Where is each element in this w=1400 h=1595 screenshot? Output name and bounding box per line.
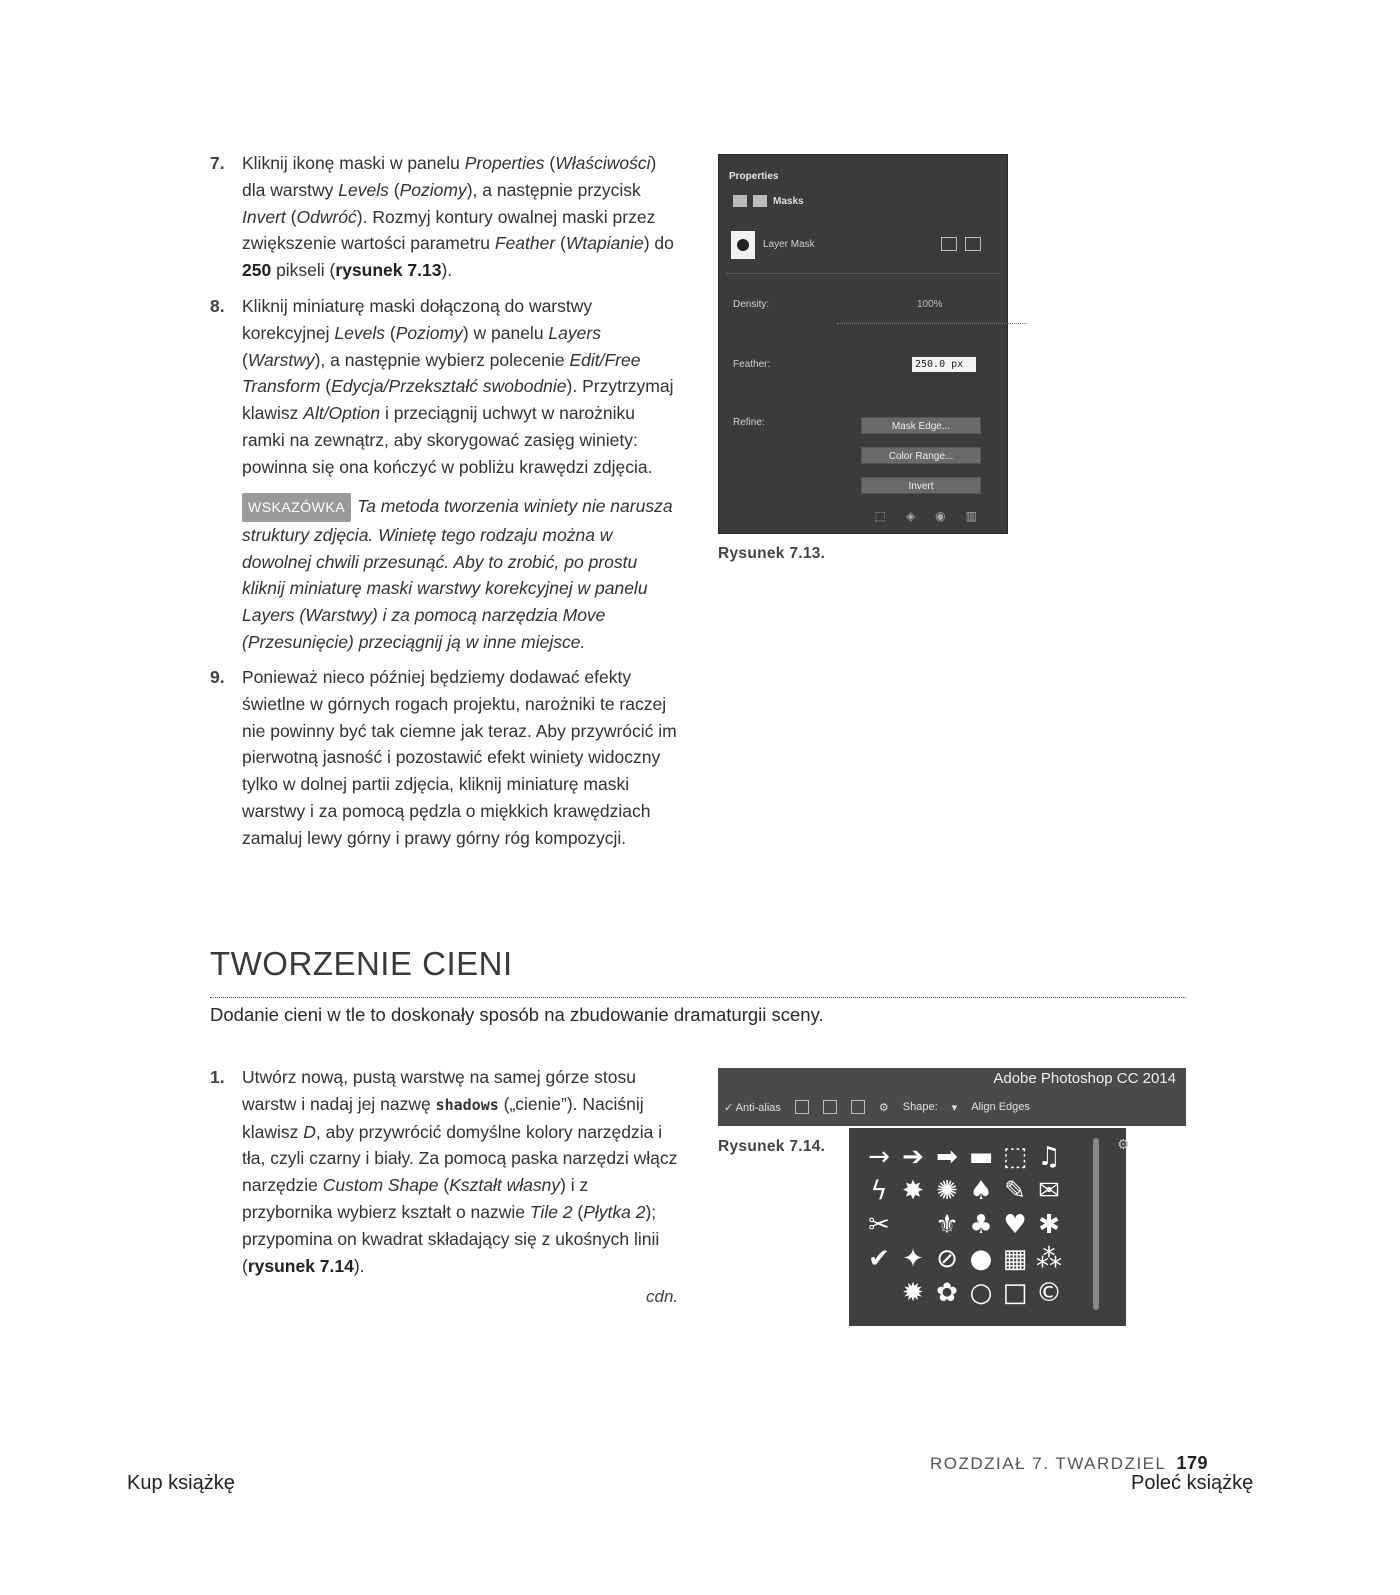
text-run: pikseli ( [271, 260, 336, 281]
text-run: Properties [464, 153, 545, 173]
text-run: Odwróć [296, 206, 357, 227]
pixel-mask-icon[interactable] [941, 237, 957, 251]
shape-swatch[interactable]: ○ [969, 1278, 993, 1308]
visibility-icon[interactable]: ◉ [935, 509, 946, 523]
mask-icon [753, 195, 767, 207]
step-text [242, 150, 680, 284]
text-run: Utwórz nową, pustą warstwę na samej górze stosu warstw i nadaj jej nazwę [242, 1067, 636, 1114]
mask-edge-button[interactable]: Mask Edge... [861, 417, 981, 434]
shape-swatch[interactable]: ✸ [902, 1176, 924, 1206]
feather-input[interactable]: 250.0 px [912, 357, 976, 372]
picker-gear-icon[interactable]: ⚙ [1117, 1136, 1130, 1152]
shape-swatch[interactable]: ⊘ [936, 1244, 958, 1274]
shape-swatch[interactable]: ✔ [868, 1244, 890, 1274]
layer-mask-label: Layer Mask [763, 239, 815, 250]
text-run: ( [572, 1201, 584, 1222]
text-run: Kliknij ikonę maski w panelu [242, 153, 465, 173]
step-8 [210, 293, 680, 481]
text-run: ( [555, 233, 566, 254]
apply-mask-icon[interactable]: ◈ [905, 509, 916, 523]
selection-icon[interactable]: ⬚ [874, 509, 886, 523]
shape-swatch[interactable]: © [1036, 1278, 1062, 1308]
text-run: ( [385, 322, 396, 343]
panel-title: Properties [729, 171, 779, 182]
text-run: Ponieważ nieco później będziemy dodawać efekty świetlne w górnych rogach projektu, narożniki te raczej nie powinny być tak ciemne jak teraz. Aby przywrócić im pierwotną jasność i pozostawić efekt winiety widoczny tylko w dolnej partii zdjęcia, kliknij miniaturę maski warstwy i za pomocą pędzla o miękkich krawędziach zamaluj lewy górny i prawy górny róg kompozycji. [242, 667, 677, 848]
text-run: Alt/Option [303, 403, 381, 424]
text-run: Levels [338, 179, 389, 200]
text-run: Layers [548, 322, 601, 343]
buy-book-link[interactable]: Kup książkę [127, 1472, 235, 1494]
invert-button[interactable]: Invert [861, 477, 981, 494]
step-number: 1. [210, 1067, 225, 1087]
properties-panel-figure [718, 154, 1008, 534]
shape-swatch[interactable]: ⬚ [1002, 1142, 1028, 1172]
step-text [242, 1064, 680, 1279]
shape-swatch[interactable]: ♫ [1037, 1142, 1061, 1172]
step-7 [210, 150, 680, 284]
text-run: Feather [494, 233, 556, 254]
anti-alias-label: Anti-alias [735, 1101, 781, 1114]
text-run: 250 [242, 260, 272, 281]
anti-alias-checkbox[interactable]: ✓ Anti-alias [724, 1101, 781, 1114]
text-run: D [303, 1121, 316, 1142]
gear-icon[interactable]: ⚙ [878, 1101, 889, 1114]
running-footer [930, 1453, 1208, 1474]
shape-swatch[interactable]: ✂ [868, 1210, 890, 1240]
scrollbar[interactable] [1093, 1138, 1099, 1310]
shape-swatch[interactable]: ♣ [969, 1210, 993, 1240]
text-run: Wtapianie [565, 233, 644, 254]
text-run: Poziomy [395, 322, 463, 343]
align-edges-label: Align Edges [971, 1101, 1030, 1113]
text-run: ), a następnie wybierz polecenie [314, 349, 570, 370]
step-text [242, 293, 680, 481]
vector-mask-icon[interactable] [965, 237, 981, 251]
text-run: Płytka 2 [583, 1201, 646, 1222]
step-number: 7. [210, 153, 225, 173]
tip-badge: WSKAZÓWKA [242, 493, 351, 522]
section-title: TWORZENIE CIENI [210, 945, 513, 982]
shape-swatch[interactable]: ✎ [1004, 1176, 1026, 1206]
text-run: ) i z przybornika wybierz kształt o nazwie [242, 1175, 589, 1222]
custom-shape-picker [849, 1128, 1130, 1326]
density-value[interactable]: 100% [917, 299, 943, 310]
figure-caption: Rysunek 7.14. [718, 1138, 826, 1155]
shape-swatch[interactable]: ⚜ [935, 1210, 959, 1240]
text-run: rysunek 7.14 [247, 1255, 354, 1276]
tip-text: Ta metoda tworzenia winiety nie narusza struktury zdjęcia. Winietę tego rodzaju można w dowolnej chwili przesunąć. Aby to zrobić, po prostu kliknij miniaturę maski warstwy korekcyjnej w panelu Layers (Warstwy) i za pomocą narzędzia Move (Przesunięcie) przeciągnij ją w inne miejsce. [242, 496, 673, 652]
shape-swatch[interactable]: ▦ [1002, 1244, 1028, 1274]
text-run: ) dla warstwy [242, 153, 657, 200]
color-range-button[interactable]: Color Range... [861, 447, 981, 464]
recommend-book-link[interactable]: Poleć książkę [1131, 1472, 1254, 1494]
text-run: ). [441, 260, 453, 281]
path-ops-icon[interactable] [795, 1100, 809, 1114]
align-edges-checkbox[interactable] [971, 1101, 1030, 1113]
refine-label: Refine: [733, 417, 765, 428]
text-run: i przeciągnij uchwyt w narożniku ramki na zewnątrz, aby skorygować zasięg winiety: powinna się ona kończyć w pobliżu krawędzi zdjęcia. [242, 403, 653, 477]
mask-mode-icons [941, 237, 981, 251]
shape-swatch[interactable] [863, 1276, 895, 1310]
text-run: Invert [242, 206, 286, 227]
shape-label: Shape: [902, 1101, 938, 1113]
text-run: ( [242, 349, 248, 370]
text-run: ); przypomina on kwadrat składający się z ukośnych linii ( [242, 1201, 660, 1276]
text-run: ). Rozmyj kontury owalnej maski przez zwiększenie wartości parametru [242, 206, 656, 254]
text-run: Tile 2 [529, 1201, 573, 1222]
shape-grid [863, 1140, 1065, 1310]
trash-icon[interactable]: ▥ [965, 509, 977, 523]
layer-mask-thumbnail[interactable] [731, 231, 755, 259]
text-run: Kształt własny [449, 1175, 561, 1196]
text-run: ( [320, 376, 332, 397]
text-run: Kliknij miniaturę maski dołączoną do warstwy korekcyjnej [242, 296, 593, 343]
shape-swatch[interactable]: ⁂ [1036, 1244, 1062, 1274]
shape-swatch[interactable]: ✺ [936, 1176, 958, 1206]
divider [727, 273, 999, 274]
panel-bottom-icons [875, 509, 977, 523]
density-label: Density: [733, 299, 770, 310]
feather-label: Feather: [733, 359, 771, 370]
step-1 [210, 1064, 680, 1279]
tip-box [242, 493, 682, 656]
text-run: ( [544, 153, 556, 173]
app-title: Adobe Photoshop CC 2014 [993, 1070, 1176, 1087]
shape-swatch[interactable]: ϟ [870, 1176, 888, 1206]
shape-swatch[interactable] [897, 1208, 929, 1242]
shape-swatch[interactable]: ➔ [902, 1142, 924, 1172]
text-run: ( [388, 179, 400, 200]
levels-icon [733, 195, 747, 207]
options-row [724, 1100, 1030, 1114]
masks-label: Masks [773, 195, 804, 207]
masks-header [733, 195, 804, 207]
shape-swatch[interactable]: ✿ [936, 1278, 958, 1308]
section-divider [210, 997, 1186, 998]
step-9 [210, 664, 680, 852]
text-run: Poziomy [399, 179, 467, 200]
text-run: Właściwości [555, 153, 651, 173]
shape-swatch[interactable]: ▬ [968, 1142, 994, 1172]
shape-swatch[interactable]: ✉ [1038, 1176, 1060, 1206]
text-run: Levels [334, 322, 385, 343]
text-run: Edit/Free Transform [242, 349, 641, 397]
text-run: ), a następnie przycisk [466, 179, 641, 200]
text-run: Edycja/Przekształć swobodnie [331, 376, 567, 397]
text-run: ) do [643, 233, 674, 254]
text-run: ( [438, 1175, 450, 1196]
shape-swatch[interactable]: □ [1002, 1278, 1028, 1308]
shape-dropdown[interactable]: ▾ [951, 1101, 958, 1114]
text-run: Warstwy [247, 349, 315, 370]
step-text [242, 664, 680, 852]
page-number: 179 [1176, 1453, 1209, 1473]
text-run: shadows [435, 1095, 499, 1114]
shape-swatch[interactable]: ● [969, 1244, 993, 1274]
shape-swatch[interactable]: ✦ [902, 1244, 924, 1274]
text-run: („cienie”). Naciśnij klawisz [242, 1093, 644, 1142]
section-lead: Dodanie cieni w tle to doskonały sposób na zbudowanie dramaturgii sceny. [210, 1004, 824, 1025]
text-run: Custom Shape [322, 1175, 439, 1196]
shape-swatch[interactable]: ➡ [936, 1142, 958, 1172]
path-align-icon[interactable] [823, 1100, 837, 1114]
shape-swatch[interactable]: ✹ [902, 1278, 924, 1308]
shape-swatch[interactable]: → [868, 1142, 890, 1172]
figure-caption: Rysunek 7.13. [718, 545, 826, 562]
chapter-label: ROZDZIAŁ 7. TWARDZIEL [930, 1454, 1167, 1473]
continued-note: cdn. [646, 1287, 679, 1306]
text-run: , aby przywrócić domyślne kolory narzędzia i tła, czyli czarny i biały. Za pomocą paska narzędzi włącz narzędzie [242, 1121, 678, 1196]
photoshop-options-bar [718, 1068, 1186, 1126]
shape-swatch[interactable]: ♥ [1003, 1210, 1027, 1240]
step-number: 8. [210, 296, 225, 316]
text-run: ). [353, 1255, 365, 1276]
shape-swatch[interactable]: ✱ [1038, 1210, 1060, 1240]
path-arrange-icon[interactable] [851, 1100, 865, 1114]
text-run: ). Przytrzymaj klawisz [242, 376, 674, 424]
shape-swatch[interactable]: ♠ [969, 1176, 993, 1206]
text-run: ( [285, 206, 297, 227]
step-number: 9. [210, 667, 225, 687]
text-run: rysunek 7.13 [335, 260, 442, 281]
text-run: ) w panelu [462, 322, 549, 343]
